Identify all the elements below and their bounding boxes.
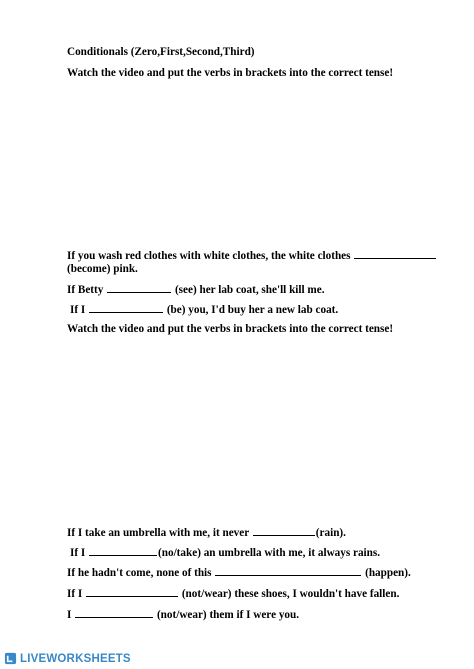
exercise-1-question-3: [70, 302, 338, 317]
exercise-1-question-1-cont: [67, 262, 138, 276]
question-text: If I: [70, 547, 86, 559]
answer-blank[interactable]: [75, 607, 153, 618]
footer: [0, 647, 474, 669]
answer-blank[interactable]: [354, 248, 436, 259]
question-text: (see) her lab coat, she'll kill me.: [174, 284, 325, 296]
question-text: If I: [67, 588, 83, 600]
question-text: I: [67, 609, 72, 621]
question-text: (not/wear) them if I were you.: [156, 609, 300, 621]
answer-blank[interactable]: [89, 545, 157, 556]
exercise-2-question-1: [67, 525, 346, 540]
question-text: If I take an umbrella with me, it never: [67, 527, 249, 539]
question-text: (no/take) an umbrella with me, it always rains.: [158, 547, 381, 559]
brand-name: LIVEWORKSHEETS: [20, 652, 131, 665]
answer-blank[interactable]: [86, 586, 178, 597]
question-text: If he hadn't come, none of this: [67, 567, 212, 579]
question-text: (not/wear) these shoes, I wouldn't have fallen.: [181, 588, 400, 600]
question-text: If Betty: [67, 284, 104, 296]
exercise-1-question-2: [67, 282, 325, 297]
exercise-2-question-2: [70, 545, 380, 560]
answer-blank[interactable]: [215, 565, 361, 576]
question-text: (become) pink.: [67, 263, 138, 275]
answer-blank[interactable]: [89, 302, 163, 313]
instruction-2: Watch the video and put the verbs in brackets into the correct tense!: [67, 323, 394, 335]
exercise-2-question-3: [67, 565, 411, 580]
question-text: (rain).: [315, 527, 346, 539]
answer-blank[interactable]: [107, 282, 171, 293]
question-text: If you wash red clothes with white clothes, the white clothes: [67, 250, 351, 262]
exercise-1-question-1: [67, 248, 437, 263]
footer-brand[interactable]: [4, 652, 131, 665]
answer-blank[interactable]: [253, 525, 315, 536]
question-text: If I: [70, 304, 86, 316]
question-text: (be) you, I'd buy her a new lab coat.: [166, 304, 339, 316]
instruction-1: Watch the video and put the verbs in brackets into the correct tense!: [67, 67, 394, 79]
question-text: (happen).: [365, 567, 411, 579]
exercise-2-question-5: [67, 607, 299, 622]
liveworksheets-logo-icon: [4, 652, 17, 665]
page-title: Conditionals (Zero,First,Second,Third): [67, 46, 255, 58]
exercise-2-question-4: [67, 586, 399, 601]
